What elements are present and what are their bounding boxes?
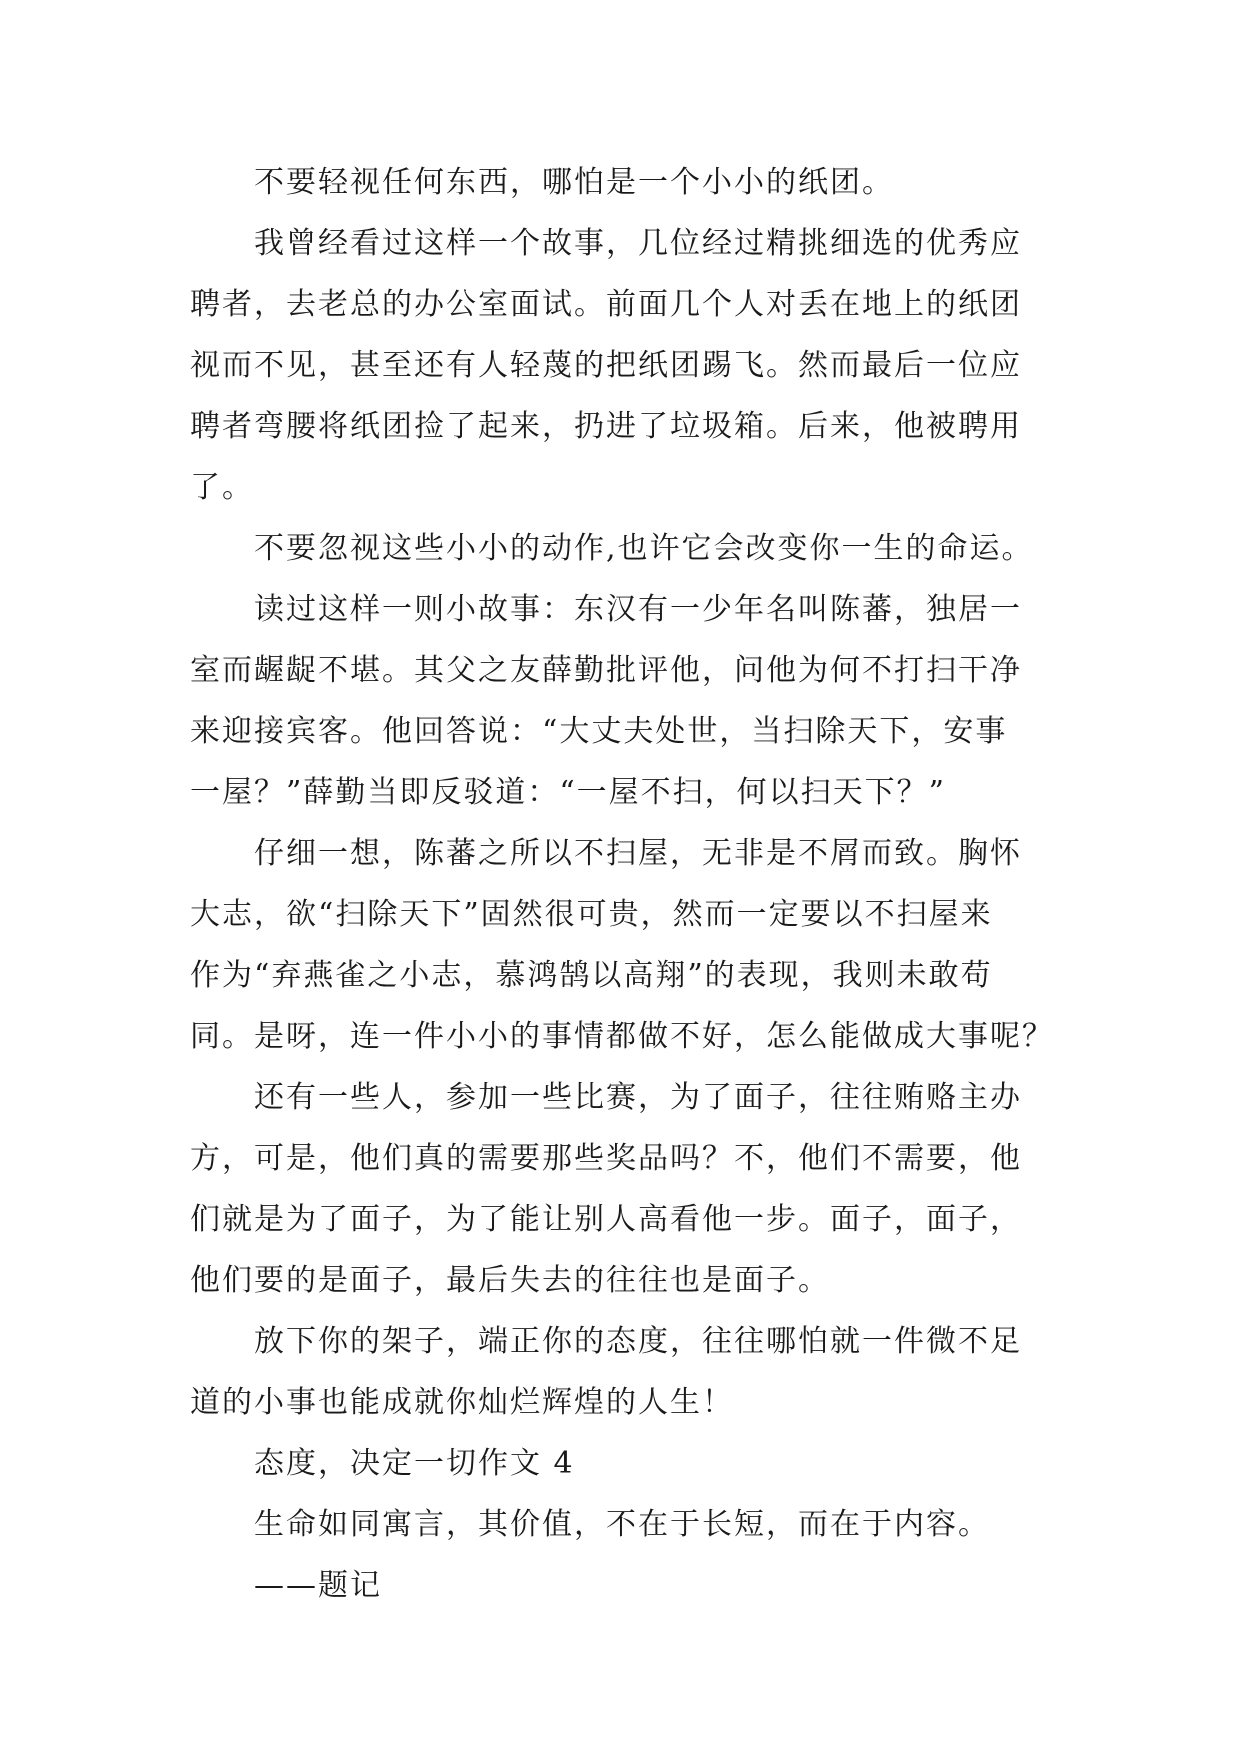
paragraph-line: 们就是为了面子，为了能让别人高看他一步。面子，面子， [190, 1202, 1022, 1237]
paragraph-line: 我曾经看过这样一个故事，几位经过精挑细选的优秀应 [254, 226, 1022, 261]
paragraph-line: 一屋？”薛勤当即反驳道：“一屋不扫，何以扫天下？” [190, 775, 947, 810]
paragraph-line: 视而不见，甚至还有人轻蔑的把纸团踢飞。然而最后一位应 [190, 348, 1022, 383]
paragraph-line: 来迎接宾客。他回答说：“大丈夫处世，当扫除天下，安事 [190, 714, 1008, 749]
paragraph-line: 作为“弃燕雀之小志，慕鸿鹄以高翔”的表现，我则未敢苟 [190, 958, 993, 993]
paragraph-line: 他们要的是面子，最后失去的往往也是面子。 [190, 1263, 830, 1298]
paragraph-line: 不要轻视任何东西，哪怕是一个小小的纸团。 [254, 165, 894, 200]
paragraph-line: 了。 [190, 470, 254, 505]
paragraph-line: 方，可是，他们真的需要那些奖品吗？不，他们不需要，他 [190, 1141, 1022, 1176]
paragraph-line: 同。是呀，连一件小小的事情都做不好，怎么能做成大事呢？ [190, 1019, 1054, 1054]
document-body [190, 152, 1052, 1616]
paragraph-line: 室而龌龊不堪。其父之友薛勤批评他，问他为何不打扫干净 [190, 653, 1022, 688]
epigraph-attribution: ——题记 [254, 1568, 382, 1603]
paragraph-line: 放下你的架子，端正你的态度，往往哪怕就一件微不足 [254, 1324, 1022, 1359]
paragraph-line: 聘者，去老总的办公室面试。前面几个人对丢在地上的纸团 [190, 287, 1022, 322]
epigraph: 生命如同寓言，其价值，不在于长短，而在于内容。 [254, 1507, 990, 1542]
paragraph-line: 聘者弯腰将纸团捡了起来，扔进了垃圾箱。后来，他被聘用 [190, 409, 1022, 444]
paragraph-line: 大志，欲“扫除天下”固然很可贵，然而一定要以不扫屋来 [190, 897, 993, 932]
paragraph-line: 读过这样一则小故事：东汉有一少年名叫陈蕃，独居一 [254, 592, 1022, 627]
section-heading: 态度，决定一切作文 4 [254, 1446, 575, 1481]
paragraph-line: 仔细一想，陈蕃之所以不扫屋，无非是不屑而致。胸怀 [254, 836, 1022, 871]
paragraph-line: 还有一些人，参加一些比赛，为了面子，往往贿赂主办 [254, 1080, 1022, 1115]
paragraph-line: 道的小事也能成就你灿烂辉煌的人生！ [190, 1385, 734, 1420]
paragraph-line: 不要忽视这些小小的动作,也许它会改变你一生的命运。 [254, 531, 1034, 566]
